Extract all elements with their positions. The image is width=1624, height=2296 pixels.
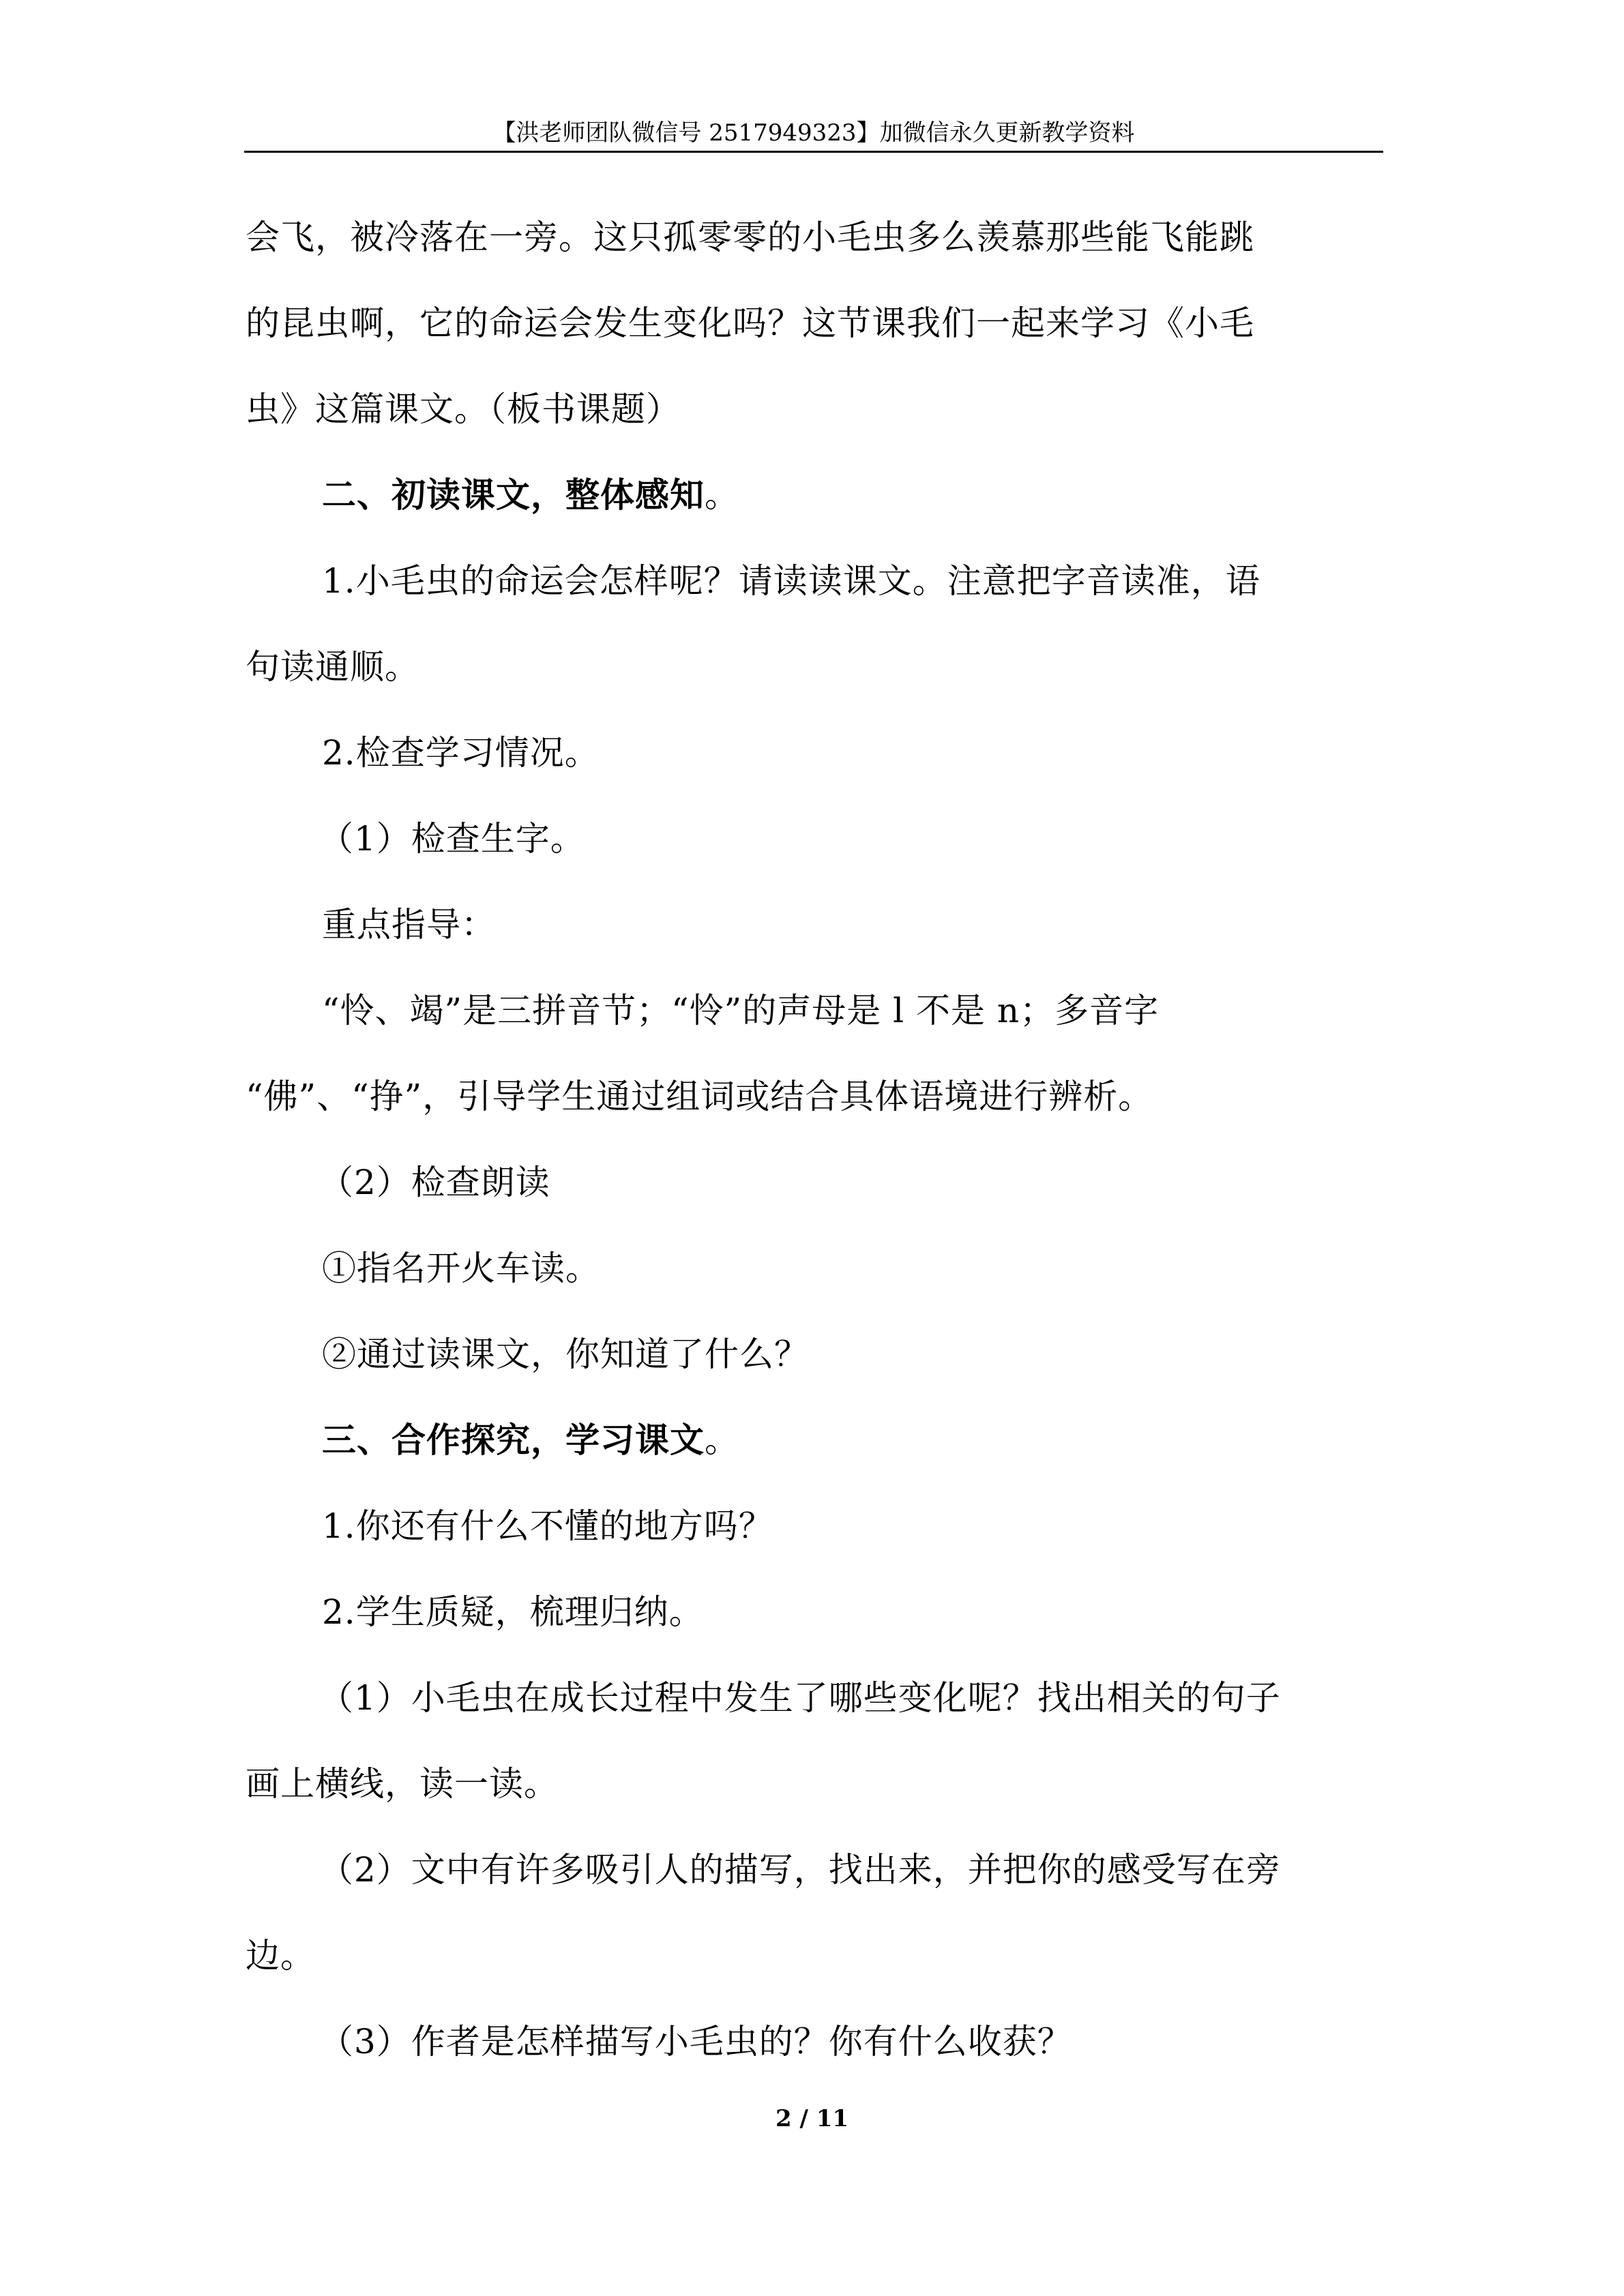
paragraph-line: 画上横线，读一读。 <box>246 1764 559 1804</box>
paragraph-line: ①指名开火车读。 <box>322 1249 600 1288</box>
paragraph-line: 2.学生质疑，梳理归纳。 <box>322 1592 704 1632</box>
section-heading-text: 三、合作探究，学习课文 <box>322 1420 705 1460</box>
header-rule <box>244 151 1383 153</box>
paragraph-line: 会飞，被冷落在一旁。这只孤零零的小毛虫多么羡慕那些能飞能跳 <box>246 218 1254 257</box>
section-heading-period: 。 <box>705 475 739 515</box>
paragraph-line: 句读通顺。 <box>246 647 419 687</box>
section-heading <box>322 1420 739 1461</box>
paragraph-line: 边。 <box>246 1936 315 1976</box>
section-heading-text: 二、初读课文，整体感知 <box>322 475 705 515</box>
section-heading <box>322 475 739 516</box>
paragraph-line: 1.小毛虫的命运会怎样呢？请读读课文。注意把字音读准，语 <box>322 561 1260 601</box>
paragraph-line: 重点指导： <box>322 905 496 944</box>
paragraph-line: （1）检查生字。 <box>319 819 585 859</box>
paragraph-line: （1）小毛虫在成长过程中发生了哪些变化呢？找出相关的句子 <box>319 1678 1281 1718</box>
section-heading-period: 。 <box>705 1420 739 1460</box>
paragraph-line: 虫》这篇课文。（板书课题） <box>246 389 681 429</box>
paragraph-line: ②通过读课文，你知道了什么？ <box>322 1335 809 1374</box>
paragraph-line: （3）作者是怎样描写小毛虫的？你有什么收获？ <box>319 2022 1072 2061</box>
page-header: 【洪老师团队微信号 2517949323】加微信永久更新教学资料 <box>492 119 1135 147</box>
paragraph-line: “佛”、“挣”，引导学生通过组词或结合具体语境进行辨析。 <box>246 1077 1153 1116</box>
page-number: 2 / 11 <box>775 2105 849 2132</box>
paragraph-line: （2）文中有许多吸引人的描写，找出来，并把你的感受写在旁 <box>319 1850 1281 1890</box>
paragraph-line: 的昆虫啊，它的命运会发生变化吗？这节课我们一起来学习《小毛 <box>246 303 1254 343</box>
paragraph-line: 1.你还有什么不懂的地方吗？ <box>322 1506 773 1546</box>
paragraph-line: 2.检查学习情况。 <box>322 733 600 773</box>
paragraph-line: “怜、竭”是三拼音节；“怜”的声母是 l 不是 n；多音字 <box>322 991 1160 1030</box>
paragraph-line: （2）检查朗读 <box>319 1163 550 1202</box>
